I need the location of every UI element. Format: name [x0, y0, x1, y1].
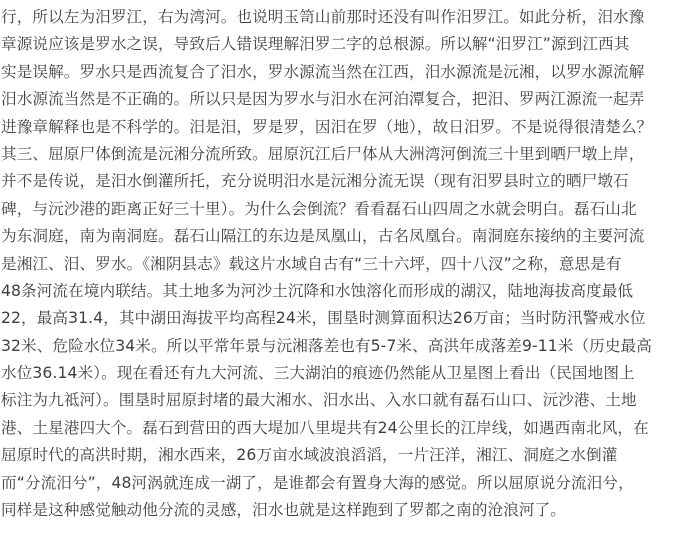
- article-line-11: 48条河流在境内联结。其土地多为河沙土沉降和水蚀溶化而形成的湖汉，陆地海拔高度最低: [1, 281, 634, 300]
- article-line-14: 水位36.14米）。现在看还有九大河流、三大湖泊的痕迹仍然能从卫星图上看出（民国地图上: [1, 364, 635, 383]
- article-line-18: 而“分流汨兮”，48河涡就连成一湖了，是谁都会有置身大海的感觉。所以屈原说分流汨兮，: [1, 473, 634, 492]
- article-line-5: 进豫章解释也是不科学的。汨是汨，罗是罗，因汨在罗（地），故日汨罗。不是说得很清楚么？: [1, 117, 653, 136]
- article-line-13: 32米、危险水位34米。所以平常年景与沅湘落差也有5-7米、高洪年成落差9-11米（历史最高: [1, 336, 652, 355]
- article-line-19: 同样是这种感觉触动他分流的灵感，汨水也就是这样跑到了罗都之南的沧浪河了。: [1, 501, 566, 520]
- article-line-3: 实是误解。罗水只是西流复合了汨水，罗水源流当然在江西，汨水源流是沅湘，以罗水源流解: [1, 62, 645, 81]
- article-line-9: 为东洞庭，南为南洞庭。磊石山隔江的东边是凤凰山，古名凤凰台。南洞庭东接纳的主要河流: [1, 227, 645, 246]
- article-line-1: 行，所以左为汨罗江，右为湾河。也说明玉笥山前那时还没有叫作汨罗江。如此分析，汨水豫: [1, 8, 645, 26]
- article-text: [1, 4, 685, 524]
- article-line-7: 并不是传说，是汨水倒灌所托，充分说明汨水是沅湘分流无误（现有汨罗县时立的晒尸墩石: [1, 172, 629, 191]
- article-line-10: 是湘江、汨、罗水。《湘阴县志》载这片水域自古有“三十六坪，四十八汊”之称，意思是有: [1, 254, 622, 273]
- article-line-8: 碑，与沅沙港的距离正好三十里）。为什么会倒流？看看磊石山四周之水就会明白。磊石山北: [1, 199, 637, 218]
- article-line-4: 汨水源流当然是不正确的。所以只是因为罗水与汨水在河泊潭复合，把汨、罗两江源流一起弄: [1, 90, 645, 109]
- article-line-16: 港、土星港四大个。磊石到营田的西大堤加八里堤共有24公里长的江岸线，如遇西南北风，在: [1, 418, 649, 437]
- article-line-15: 标注为九祗河）。围垦时屈原封堵的最大湘水、汨水出、入水口就有磊石山口、沅沙港、土地: [1, 391, 637, 410]
- article-line-2: 章源说应该是罗水之误，导致后人错误理解汨罗二字的总根源。所以解“汨罗江”源到江西其: [1, 35, 630, 54]
- article-line-17: 屈原时代的高洪时期，湘水西来，26万亩水域波浪滔滔，一片汪洋，湘江、洞庭之水倒灌: [1, 446, 618, 465]
- article-line-12: 22，最高31.4，其中湖田海拔平均高程24米，围垦时测算面积达26万亩；当时防汛警戒水位: [1, 309, 646, 328]
- article-line-6: 其三、屈原尸体倒流是沅湘分流所致。屈原沉江后尸体从大洲湾河倒流三十里到晒尸墩上岸，: [1, 144, 645, 163]
